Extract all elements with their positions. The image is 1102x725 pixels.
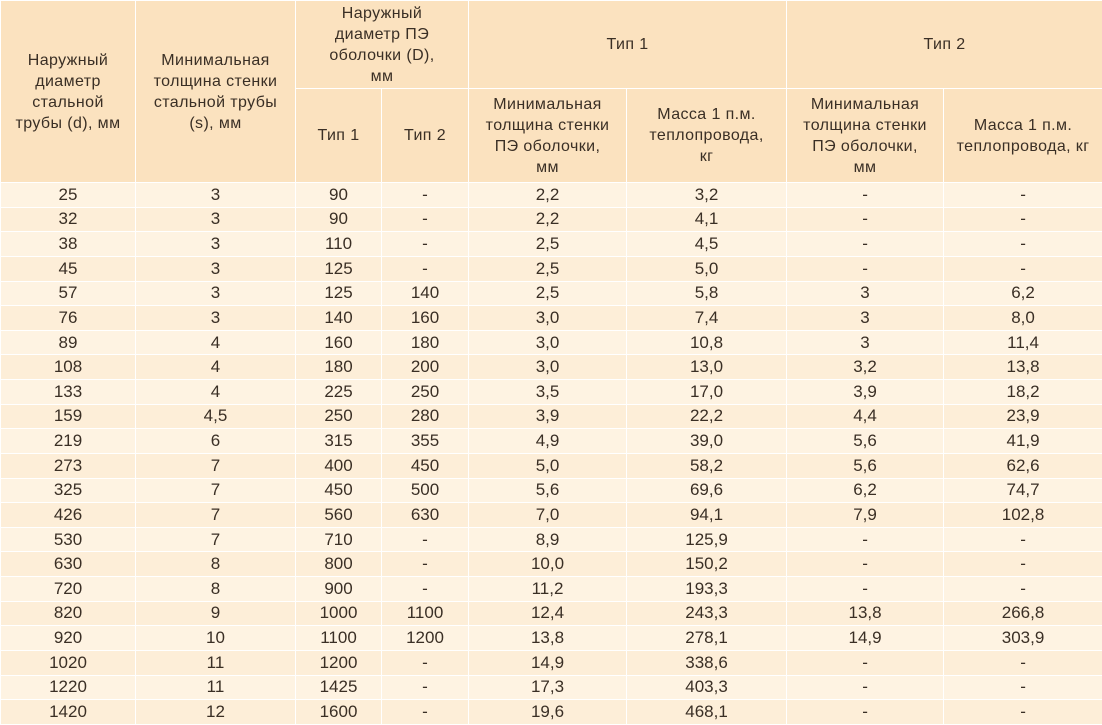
cell-type1-mass: 125,9 [627,527,787,552]
cell-pe-diameter-type2: - [382,527,469,552]
cell-pe-diameter-type2: - [382,577,469,602]
cell-min-wall-steel: 11 [136,675,296,700]
cell-pe-diameter-type1: 180 [296,355,382,380]
cell-outer-diameter-steel: 325 [1,478,136,503]
cell-type2-min-wall-pe: 5,6 [787,429,944,454]
cell-pe-diameter-type1: 1600 [296,700,382,725]
cell-type1-mass: 69,6 [627,478,787,503]
cell-type2-mass: - [944,232,1102,257]
cell-type1-mass: 4,1 [627,207,787,232]
cell-pe-diameter-type2: 630 [382,503,469,528]
cell-min-wall-steel: 10 [136,626,296,651]
cell-pe-diameter-type1: 125 [296,281,382,306]
cell-type2-mass: - [944,183,1102,208]
cell-type1-min-wall-pe: 12,4 [469,601,627,626]
cell-type1-min-wall-pe: 3,0 [469,330,627,355]
table-row [1,577,1102,602]
table-row [1,429,1102,454]
cell-pe-diameter-type1: 110 [296,232,382,257]
cell-min-wall-steel: 3 [136,256,296,281]
cell-type2-mass: - [944,527,1102,552]
cell-type2-mass: - [944,650,1102,675]
cell-type1-min-wall-pe: 5,0 [469,453,627,478]
cell-type2-mass: - [944,256,1102,281]
cell-type2-min-wall-pe: - [787,256,944,281]
table-row [1,207,1102,232]
cell-outer-diameter-steel: 630 [1,552,136,577]
cell-type2-mass: 266,8 [944,601,1102,626]
cell-outer-diameter-steel: 25 [1,183,136,208]
cell-type1-mass: 58,2 [627,453,787,478]
cell-type1-min-wall-pe: 4,9 [469,429,627,454]
cell-type2-mass: 8,0 [944,306,1102,331]
table-row [1,256,1102,281]
cell-type1-mass: 22,2 [627,404,787,429]
cell-pe-diameter-type2: - [382,207,469,232]
cell-type1-min-wall-pe: 2,5 [469,281,627,306]
table-row [1,306,1102,331]
cell-pe-diameter-type2: 1200 [382,626,469,651]
table-row [1,626,1102,651]
cell-type1-min-wall-pe: 10,0 [469,552,627,577]
cell-type2-min-wall-pe: - [787,183,944,208]
cell-min-wall-steel: 6 [136,429,296,454]
table-row [1,281,1102,306]
cell-type1-min-wall-pe: 19,6 [469,700,627,725]
cell-outer-diameter-steel: 32 [1,207,136,232]
table-row [1,503,1102,528]
cell-pe-diameter-type1: 1000 [296,601,382,626]
header-outer-diameter-steel: Наружный диаметр стальной трубы (d), мм [1,1,136,183]
cell-type2-mass: - [944,577,1102,602]
cell-min-wall-steel: 12 [136,700,296,725]
cell-pe-diameter-type1: 450 [296,478,382,503]
cell-type1-mass: 94,1 [627,503,787,528]
cell-type1-min-wall-pe: 3,5 [469,380,627,405]
cell-outer-diameter-steel: 133 [1,380,136,405]
cell-outer-diameter-steel: 45 [1,256,136,281]
cell-pe-diameter-type2: - [382,232,469,257]
header-subtype1: Тип 1 [296,89,382,183]
cell-type1-mass: 150,2 [627,552,787,577]
cell-pe-diameter-type1: 1200 [296,650,382,675]
cell-pe-diameter-type2: 280 [382,404,469,429]
cell-pe-diameter-type2: - [382,675,469,700]
cell-type2-mass: 62,6 [944,453,1102,478]
cell-type2-min-wall-pe: 7,9 [787,503,944,528]
cell-outer-diameter-steel: 108 [1,355,136,380]
cell-outer-diameter-steel: 1020 [1,650,136,675]
cell-type1-mass: 468,1 [627,700,787,725]
cell-type1-min-wall-pe: 2,5 [469,232,627,257]
cell-type1-mass: 13,0 [627,355,787,380]
cell-type2-mass: 41,9 [944,429,1102,454]
cell-min-wall-steel: 3 [136,232,296,257]
header-type1: Тип 1 [469,1,787,89]
table-row [1,700,1102,725]
cell-pe-diameter-type1: 225 [296,380,382,405]
cell-type2-mass: 23,9 [944,404,1102,429]
cell-type1-min-wall-pe: 8,9 [469,527,627,552]
cell-type1-mass: 403,3 [627,675,787,700]
cell-pe-diameter-type2: 500 [382,478,469,503]
header-t2-min-wall-pe: Минимальная толщина стенки ПЭ оболочки, мм [787,89,944,183]
cell-min-wall-steel: 8 [136,552,296,577]
cell-type2-mass: 303,9 [944,626,1102,651]
header-t2-mass: Масса 1 п.м. теплопровода, кг [944,89,1102,183]
cell-pe-diameter-type1: 560 [296,503,382,528]
cell-type1-min-wall-pe: 7,0 [469,503,627,528]
table-row [1,355,1102,380]
cell-outer-diameter-steel: 57 [1,281,136,306]
cell-type2-mass: - [944,675,1102,700]
cell-type1-min-wall-pe: 3,0 [469,355,627,380]
table-row [1,183,1102,208]
cell-type2-min-wall-pe: 13,8 [787,601,944,626]
cell-type2-mass: - [944,552,1102,577]
cell-type1-mass: 17,0 [627,380,787,405]
cell-outer-diameter-steel: 820 [1,601,136,626]
cell-min-wall-steel: 4 [136,380,296,405]
cell-pe-diameter-type2: - [382,183,469,208]
cell-pe-diameter-type1: 710 [296,527,382,552]
table-body [1,183,1102,725]
cell-type1-min-wall-pe: 14,9 [469,650,627,675]
cell-type1-min-wall-pe: 3,0 [469,306,627,331]
header-t1-min-wall-pe: Минимальная толщина стенки ПЭ оболочки, мм [469,89,627,183]
table-row [1,478,1102,503]
cell-type2-min-wall-pe: - [787,207,944,232]
cell-type2-min-wall-pe: 3 [787,330,944,355]
cell-type2-mass: - [944,700,1102,725]
cell-type2-min-wall-pe: - [787,700,944,725]
cell-pe-diameter-type2: - [382,256,469,281]
cell-type1-min-wall-pe: 11,2 [469,577,627,602]
cell-pe-diameter-type2: 355 [382,429,469,454]
cell-min-wall-steel: 3 [136,306,296,331]
cell-pe-diameter-type1: 125 [296,256,382,281]
cell-outer-diameter-steel: 920 [1,626,136,651]
table-row [1,330,1102,355]
cell-type1-mass: 338,6 [627,650,787,675]
cell-outer-diameter-steel: 530 [1,527,136,552]
table-header [1,1,1102,183]
cell-min-wall-steel: 7 [136,478,296,503]
cell-pe-diameter-type2: 250 [382,380,469,405]
cell-type2-min-wall-pe: - [787,232,944,257]
table-row [1,404,1102,429]
cell-type1-mass: 7,4 [627,306,787,331]
cell-type1-mass: 39,0 [627,429,787,454]
cell-type2-min-wall-pe: 14,9 [787,626,944,651]
cell-outer-diameter-steel: 159 [1,404,136,429]
cell-min-wall-steel: 4 [136,355,296,380]
cell-outer-diameter-steel: 219 [1,429,136,454]
table-row [1,380,1102,405]
cell-outer-diameter-steel: 1420 [1,700,136,725]
cell-type2-mass: - [944,207,1102,232]
cell-type1-min-wall-pe: 2,2 [469,183,627,208]
cell-type2-mass: 13,8 [944,355,1102,380]
table-row [1,527,1102,552]
cell-type2-min-wall-pe: - [787,650,944,675]
header-type2: Тип 2 [787,1,1102,89]
cell-pe-diameter-type2: 180 [382,330,469,355]
cell-type1-min-wall-pe: 17,3 [469,675,627,700]
cell-min-wall-steel: 7 [136,503,296,528]
cell-type1-mass: 193,3 [627,577,787,602]
cell-pe-diameter-type1: 90 [296,207,382,232]
cell-min-wall-steel: 4,5 [136,404,296,429]
cell-outer-diameter-steel: 720 [1,577,136,602]
header-pe-shell-diameter: Наружный диаметр ПЭ оболочки (D), мм [296,1,469,89]
cell-min-wall-steel: 3 [136,281,296,306]
header-subtype2: Тип 2 [382,89,469,183]
cell-pe-diameter-type1: 315 [296,429,382,454]
cell-type1-mass: 5,8 [627,281,787,306]
header-t1-mass: Масса 1 п.м. теплопровода, кг [627,89,787,183]
cell-pe-diameter-type1: 900 [296,577,382,602]
table-row [1,232,1102,257]
table-row [1,650,1102,675]
cell-pe-diameter-type1: 400 [296,453,382,478]
cell-type1-mass: 10,8 [627,330,787,355]
cell-type2-min-wall-pe: 4,4 [787,404,944,429]
cell-pe-diameter-type2: 160 [382,306,469,331]
table-row [1,552,1102,577]
cell-type1-min-wall-pe: 5,6 [469,478,627,503]
cell-type2-min-wall-pe: 3 [787,306,944,331]
cell-type2-mass: 6,2 [944,281,1102,306]
cell-outer-diameter-steel: 426 [1,503,136,528]
cell-min-wall-steel: 7 [136,453,296,478]
cell-pe-diameter-type1: 90 [296,183,382,208]
cell-type1-min-wall-pe: 13,8 [469,626,627,651]
cell-pe-diameter-type1: 1425 [296,675,382,700]
cell-type1-min-wall-pe: 2,2 [469,207,627,232]
cell-type2-min-wall-pe: 3,2 [787,355,944,380]
cell-type1-mass: 5,0 [627,256,787,281]
cell-type2-min-wall-pe: - [787,675,944,700]
cell-outer-diameter-steel: 273 [1,453,136,478]
cell-type1-mass: 243,3 [627,601,787,626]
cell-type1-min-wall-pe: 3,9 [469,404,627,429]
cell-min-wall-steel: 3 [136,207,296,232]
cell-type2-mass: 11,4 [944,330,1102,355]
cell-min-wall-steel: 7 [136,527,296,552]
cell-pe-diameter-type1: 250 [296,404,382,429]
cell-pe-diameter-type1: 160 [296,330,382,355]
cell-type2-min-wall-pe: 3,9 [787,380,944,405]
cell-pe-diameter-type2: - [382,700,469,725]
cell-pe-diameter-type2: 200 [382,355,469,380]
cell-type1-mass: 278,1 [627,626,787,651]
cell-type2-mass: 18,2 [944,380,1102,405]
cell-type2-mass: 74,7 [944,478,1102,503]
table-row [1,453,1102,478]
header-min-wall-steel: Минимальная толщина стенки стальной трубы (s), мм [136,1,296,183]
table-row [1,675,1102,700]
cell-type2-min-wall-pe: - [787,527,944,552]
table-row [1,601,1102,626]
cell-min-wall-steel: 4 [136,330,296,355]
cell-type1-mass: 4,5 [627,232,787,257]
cell-pe-diameter-type2: - [382,552,469,577]
cell-outer-diameter-steel: 76 [1,306,136,331]
cell-pe-diameter-type1: 1100 [296,626,382,651]
cell-type1-mass: 3,2 [627,183,787,208]
cell-type2-min-wall-pe: - [787,577,944,602]
cell-min-wall-steel: 9 [136,601,296,626]
cell-pe-diameter-type1: 140 [296,306,382,331]
cell-pe-diameter-type2: 450 [382,453,469,478]
cell-type2-min-wall-pe: 3 [787,281,944,306]
cell-pe-diameter-type2: 140 [382,281,469,306]
cell-min-wall-steel: 11 [136,650,296,675]
cell-pe-diameter-type2: - [382,650,469,675]
cell-outer-diameter-steel: 89 [1,330,136,355]
cell-pe-diameter-type1: 800 [296,552,382,577]
cell-type2-min-wall-pe: 5,6 [787,453,944,478]
cell-type2-min-wall-pe: 6,2 [787,478,944,503]
cell-outer-diameter-steel: 38 [1,232,136,257]
cell-type1-min-wall-pe: 2,5 [469,256,627,281]
cell-type2-min-wall-pe: - [787,552,944,577]
cell-pe-diameter-type2: 1100 [382,601,469,626]
cell-min-wall-steel: 8 [136,577,296,602]
cell-outer-diameter-steel: 1220 [1,675,136,700]
cell-min-wall-steel: 3 [136,183,296,208]
cell-type2-mass: 102,8 [944,503,1102,528]
